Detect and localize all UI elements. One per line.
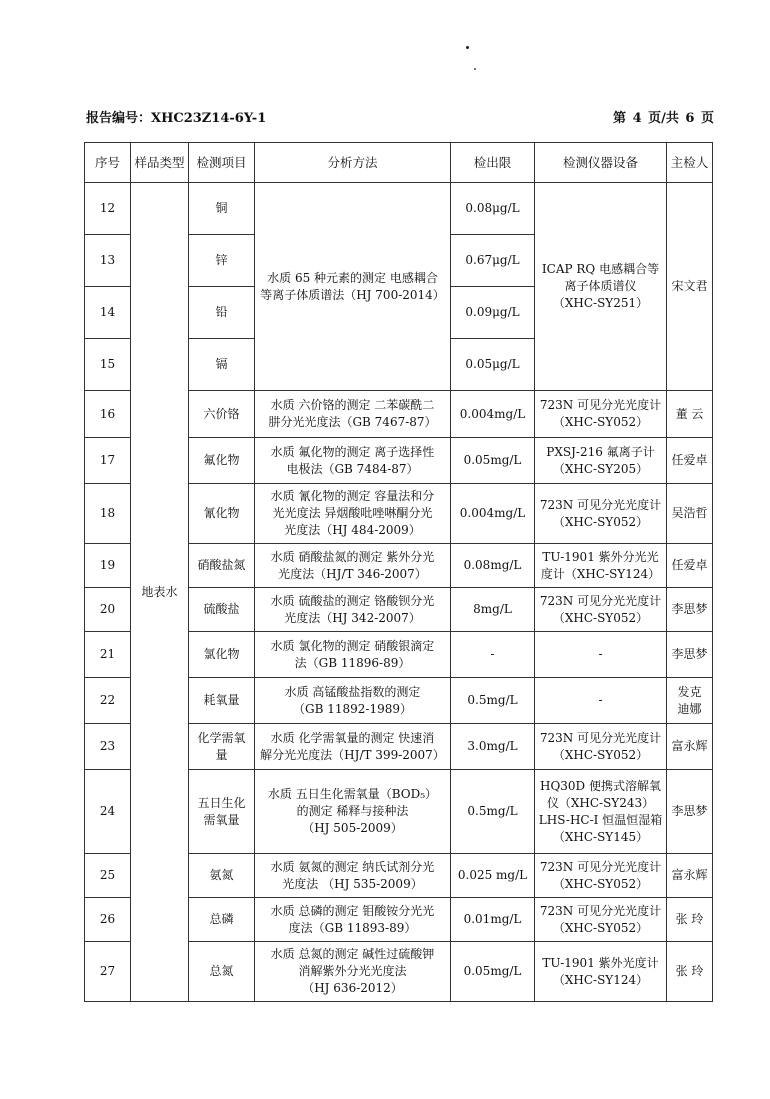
detection-limit: 0.08μg/L bbox=[451, 183, 535, 235]
analysis-method: 水质 总磷的测定 钼酸铵分光光 度法（GB 11893-89） bbox=[255, 898, 451, 942]
instrument: 723N 可见分光光度计 （XHC-SY052） bbox=[535, 898, 667, 942]
test-item: 总磷 bbox=[189, 898, 255, 942]
test-item: 化学需氧 量 bbox=[189, 724, 255, 770]
analysis-method: 水质 六价铬的测定 二苯碳酰二 肼分光光度法（GB 7467-87） bbox=[255, 391, 451, 438]
test-item: 六价铬 bbox=[189, 391, 255, 438]
test-item: 氨氮 bbox=[189, 854, 255, 898]
detection-limit: 0.025 mg/L bbox=[451, 854, 535, 898]
instrument: TU-1901 紫外分光光 度计（XHC-SY124） bbox=[535, 544, 667, 588]
detection-limit: 0.08mg/L bbox=[451, 544, 535, 588]
inspector: 富永辉 bbox=[667, 724, 713, 770]
column-header: 序号 bbox=[85, 143, 131, 183]
analysis-method: 水质 高锰酸盐指数的测定 （GB 11892-1989） bbox=[255, 678, 451, 724]
row-number: 26 bbox=[85, 898, 131, 942]
row-number: 24 bbox=[85, 770, 131, 854]
instrument: 723N 可见分光光度计 （XHC-SY052） bbox=[535, 588, 667, 632]
row-number: 27 bbox=[85, 942, 131, 1002]
row-number: 12 bbox=[85, 183, 131, 235]
instrument: 723N 可见分光光度计 （XHC-SY052） bbox=[535, 484, 667, 544]
row-number: 13 bbox=[85, 235, 131, 287]
instrument: - bbox=[535, 632, 667, 678]
inspector: 董 云 bbox=[667, 391, 713, 438]
column-header: 主检人 bbox=[667, 143, 713, 183]
row-number: 21 bbox=[85, 632, 131, 678]
inspector: 宋文君 bbox=[667, 183, 713, 391]
page-indicator: 第 4 页/共 6 页 bbox=[613, 111, 714, 126]
table-row bbox=[85, 183, 713, 235]
row-number: 25 bbox=[85, 854, 131, 898]
analysis-method: 水质 硫酸盐的测定 铬酸钡分光 光度法（HJ 342-2007） bbox=[255, 588, 451, 632]
inspector: 李思梦 bbox=[667, 588, 713, 632]
instrument: HQ30D 便携式溶解氧 仪（XHC-SY243） LHS-HC-I 恒温恒湿箱 （XHC-SY145） bbox=[535, 770, 667, 854]
test-item: 耗氧量 bbox=[189, 678, 255, 724]
instrument: ICAP RQ 电感耦合等 离子体质谱仪 （XHC-SY251） bbox=[535, 183, 667, 391]
instrument: 723N 可见分光光度计 （XHC-SY052） bbox=[535, 724, 667, 770]
analysis-method: 水质 氟化物的测定 离子选择性 电极法（GB 7484-87） bbox=[255, 438, 451, 484]
instrument: PXSJ-216 氟离子计 （XHC-SY205） bbox=[535, 438, 667, 484]
row-number: 14 bbox=[85, 287, 131, 339]
test-item: 硫酸盐 bbox=[189, 588, 255, 632]
test-item: 锌 bbox=[189, 235, 255, 287]
test-item: 总氮 bbox=[189, 942, 255, 1002]
row-number: 18 bbox=[85, 484, 131, 544]
report-number: 报告编号：XHC23Z14-6Y-1 bbox=[86, 111, 267, 126]
row-number: 19 bbox=[85, 544, 131, 588]
analysis-method: 水质 氨氮的测定 纳氏试剂分光 光度法 （HJ 535-2009） bbox=[255, 854, 451, 898]
inspector: 李思梦 bbox=[667, 770, 713, 854]
analysis-method: 水质 氯化物的测定 硝酸银滴定 法（GB 11896-89） bbox=[255, 632, 451, 678]
row-number: 23 bbox=[85, 724, 131, 770]
row-number: 22 bbox=[85, 678, 131, 724]
inspector: 任爱卓 bbox=[667, 438, 713, 484]
test-item: 硝酸盐氮 bbox=[189, 544, 255, 588]
row-number: 16 bbox=[85, 391, 131, 438]
detection-limit: 0.05mg/L bbox=[451, 438, 535, 484]
instrument: 723N 可见分光光度计 （XHC-SY052） bbox=[535, 391, 667, 438]
analysis-method: 水质 65 种元素的测定 电感耦合 等离子体质谱法（HJ 700-2014） bbox=[255, 183, 451, 391]
analysis-method: 水质 氰化物的测定 容量法和分 光光度法 异烟酸吡唑啉酮分光 光度法（HJ 484-2009） bbox=[255, 484, 451, 544]
analysis-method: 水质 总氮的测定 碱性过硫酸钾 消解紫外分光光度法 （HJ 636-2012） bbox=[255, 942, 451, 1002]
instrument: TU-1901 紫外光度计 （XHC-SY124） bbox=[535, 942, 667, 1002]
test-item: 铜 bbox=[189, 183, 255, 235]
sample-type: 地表水 bbox=[131, 183, 189, 1002]
table-header-row bbox=[85, 143, 713, 183]
detection-limit: 0.09μg/L bbox=[451, 287, 535, 339]
detection-limit: 0.004mg/L bbox=[451, 391, 535, 438]
inspector: 富永辉 bbox=[667, 854, 713, 898]
scan-mark bbox=[474, 68, 476, 70]
scan-mark bbox=[466, 46, 469, 49]
column-header: 分析方法 bbox=[255, 143, 451, 183]
row-number: 15 bbox=[85, 339, 131, 391]
inspector: 张 玲 bbox=[667, 942, 713, 1002]
test-item: 氯化物 bbox=[189, 632, 255, 678]
test-item: 铅 bbox=[189, 287, 255, 339]
inspector: 发克 迪娜 bbox=[667, 678, 713, 724]
detection-limit: 0.01mg/L bbox=[451, 898, 535, 942]
inspector: 张 玲 bbox=[667, 898, 713, 942]
column-header: 检测仪器设备 bbox=[535, 143, 667, 183]
column-header: 检测项目 bbox=[189, 143, 255, 183]
test-item: 氰化物 bbox=[189, 484, 255, 544]
detection-limit: 0.004mg/L bbox=[451, 484, 535, 544]
instrument: 723N 可见分光光度计 （XHC-SY052） bbox=[535, 854, 667, 898]
inspector: 任爱卓 bbox=[667, 544, 713, 588]
analysis-method: 水质 化学需氧量的测定 快速消 解分光光度法（HJ/T 399-2007） bbox=[255, 724, 451, 770]
row-number: 17 bbox=[85, 438, 131, 484]
instrument: - bbox=[535, 678, 667, 724]
test-item: 镉 bbox=[189, 339, 255, 391]
test-item: 氟化物 bbox=[189, 438, 255, 484]
detection-limit: - bbox=[451, 632, 535, 678]
column-header: 检出限 bbox=[451, 143, 535, 183]
detection-limit: 0.05μg/L bbox=[451, 339, 535, 391]
column-header: 样品类型 bbox=[131, 143, 189, 183]
row-number: 20 bbox=[85, 588, 131, 632]
detection-limit: 0.5mg/L bbox=[451, 770, 535, 854]
analysis-method: 水质 五日生化需氧量（BOD₅） 的测定 稀释与接种法 （HJ 505-2009） bbox=[255, 770, 451, 854]
inspector: 李思梦 bbox=[667, 632, 713, 678]
test-results-table bbox=[84, 142, 713, 1002]
inspector: 吴浩哲 bbox=[667, 484, 713, 544]
analysis-method: 水质 硝酸盐氮的测定 紫外分光 光度法（HJ/T 346-2007） bbox=[255, 544, 451, 588]
detection-limit: 0.05mg/L bbox=[451, 942, 535, 1002]
test-item: 五日生化 需氧量 bbox=[189, 770, 255, 854]
detection-limit: 3.0mg/L bbox=[451, 724, 535, 770]
detection-limit: 8mg/L bbox=[451, 588, 535, 632]
detection-limit: 0.5mg/L bbox=[451, 678, 535, 724]
detection-limit: 0.67μg/L bbox=[451, 235, 535, 287]
